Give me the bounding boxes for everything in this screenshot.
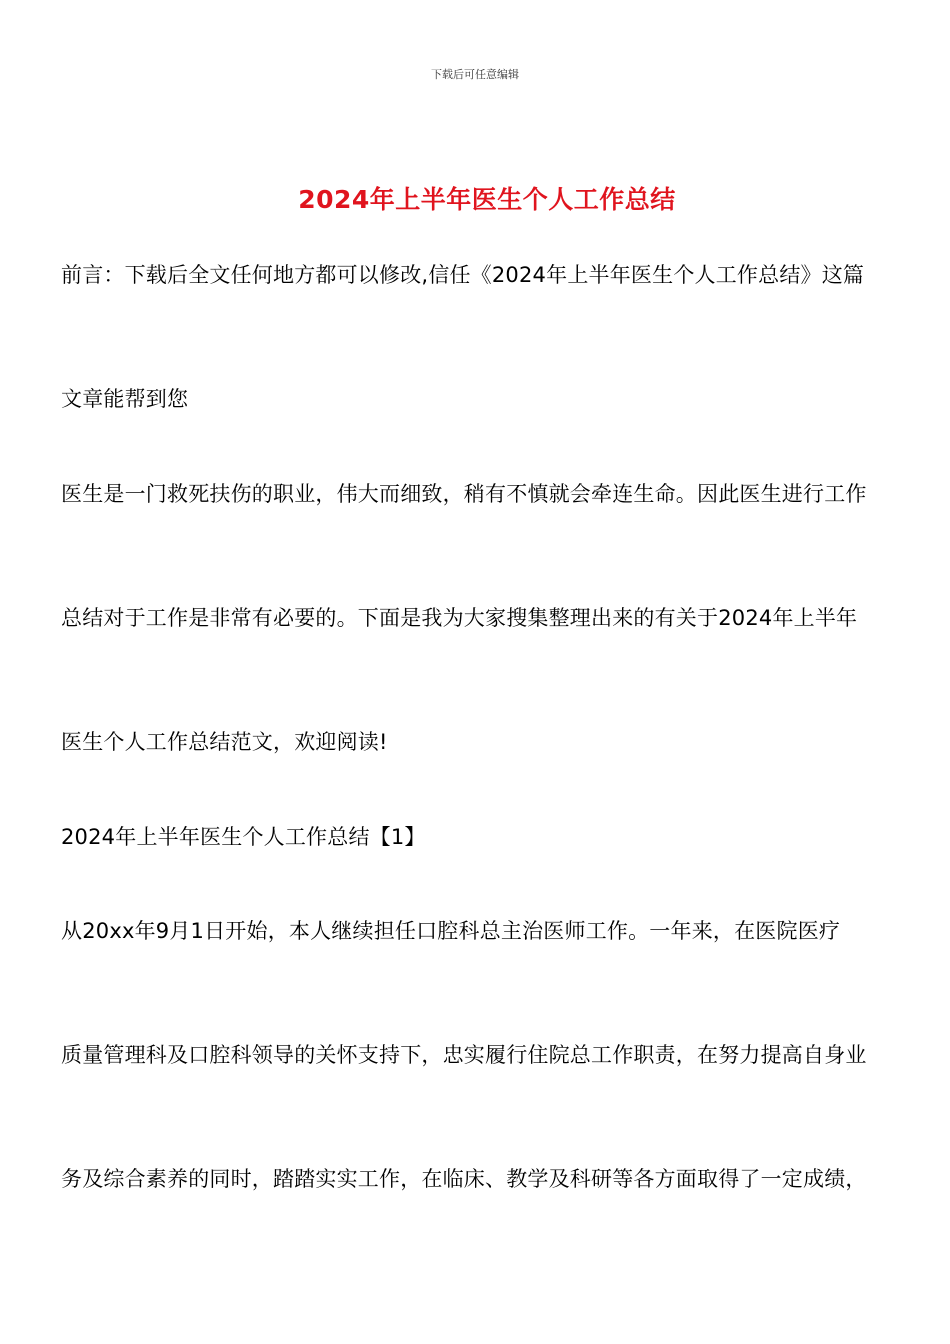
page-header-note: 下载后可任意编辑 xyxy=(431,68,519,81)
document-title: 2024年上半年医生个人工作总结 xyxy=(298,185,676,214)
section-heading-1: 2024年上半年医生个人工作总结【1】 xyxy=(61,825,426,849)
body-line-section1-3: 务及综合素养的同时，踏踏实实工作，在临床、教学及科研等各方面取得了一定成绩， xyxy=(61,1167,867,1191)
body-line-intro-1: 医生是一门救死扶伤的职业，伟大而细致，稍有不慎就会牵连生命。因此医生进行工作 xyxy=(61,482,867,506)
body-line-section1-1: 从20xx年9月1日开始，本人继续担任口腔科总主治医师工作。一年来，在医院医疗 xyxy=(61,919,841,943)
body-line-preface-2: 文章能帮到您 xyxy=(61,387,189,411)
body-line-section1-2: 质量管理科及口腔科领导的关怀支持下，忠实履行住院总工作职责，在努力提高自身业 xyxy=(61,1043,867,1067)
body-line-intro-3: 医生个人工作总结范文，欢迎阅读! xyxy=(61,730,388,754)
body-line-intro-2: 总结对于工作是非常有必要的。下面是我为大家搜集整理出来的有关于2024年上半年 xyxy=(61,606,858,630)
body-line-preface-1: 前言：下载后全文任何地方都可以修改,信任《2024年上半年医生个人工作总结》这篇 xyxy=(61,263,865,287)
